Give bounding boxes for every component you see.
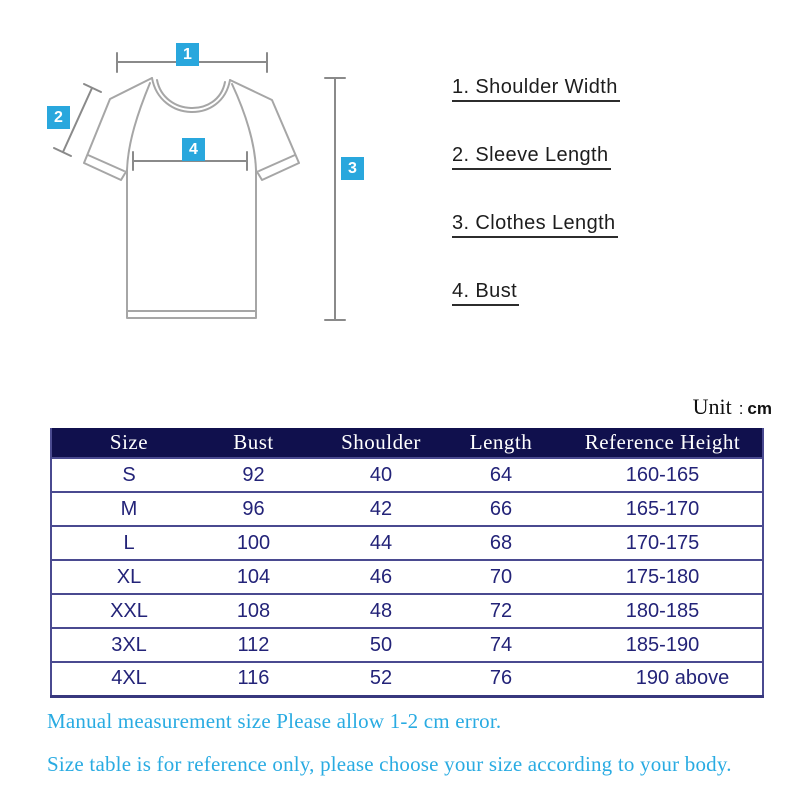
measure-chip-length: 3 <box>341 157 364 180</box>
column-header-shoulder: Shoulder <box>301 428 461 458</box>
cell-bust: 116 <box>206 662 301 696</box>
unit-value: cm <box>747 399 772 418</box>
cell-size: S <box>51 458 206 492</box>
table-header-row <box>51 428 763 458</box>
cell-shoulder: 46 <box>301 560 461 594</box>
cell-size: M <box>51 492 206 526</box>
cell-shoulder: 52 <box>301 662 461 696</box>
column-header-length: Length <box>461 428 541 458</box>
tshirt-outline <box>84 78 299 318</box>
cell-reference-height: 170-175 <box>541 526 763 560</box>
column-header-reference-height: Reference Height <box>541 428 763 458</box>
cell-reference-height: 175-180 <box>541 560 763 594</box>
size-table-section <box>50 428 764 698</box>
cell-length: 74 <box>461 628 541 662</box>
unit-label <box>693 394 772 420</box>
cell-shoulder: 40 <box>301 458 461 492</box>
column-header-size: Size <box>51 428 206 458</box>
unit-word: Unit <box>692 394 732 419</box>
cell-reference-height: 185-190 <box>541 628 763 662</box>
cell-size: 3XL <box>51 628 206 662</box>
cell-bust: 108 <box>206 594 301 628</box>
cell-bust: 112 <box>206 628 301 662</box>
cell-size: XL <box>51 560 206 594</box>
table-row-xxl <box>51 594 763 628</box>
cell-size: 4XL <box>51 662 206 696</box>
cell-length: 66 <box>461 492 541 526</box>
cell-bust: 96 <box>206 492 301 526</box>
table-row-4xl <box>51 662 763 696</box>
cell-bust: 104 <box>206 560 301 594</box>
cell-length: 72 <box>461 594 541 628</box>
cell-size: XXL <box>51 594 206 628</box>
cell-length: 68 <box>461 526 541 560</box>
cell-shoulder: 44 <box>301 526 461 560</box>
table-row-xl <box>51 560 763 594</box>
note-reference-only: Size table is for reference only, please choose your size according to your body. <box>47 752 732 776</box>
measurement-lines <box>54 53 345 320</box>
cell-shoulder: 48 <box>301 594 461 628</box>
cell-length: 76 <box>461 662 541 696</box>
cell-reference-height: 180-185 <box>541 594 763 628</box>
cell-bust: 92 <box>206 458 301 492</box>
measure-chip-bust: 4 <box>182 138 205 161</box>
table-row-m <box>51 492 763 526</box>
cell-length: 70 <box>461 560 541 594</box>
unit-separator: : <box>738 399 744 418</box>
size-chart-table <box>50 428 764 698</box>
cell-reference-height: 160-165 <box>541 458 763 492</box>
legend-sleeve-length: 2. Sleeve Length <box>452 144 611 170</box>
cell-shoulder: 42 <box>301 492 461 526</box>
cell-size: L <box>51 526 206 560</box>
column-header-bust: Bust <box>206 428 301 458</box>
measure-chip-shoulder: 1 <box>176 43 199 66</box>
cell-shoulder: 50 <box>301 628 461 662</box>
legend-clothes-length: 3. Clothes Length <box>452 212 618 238</box>
table-row-l <box>51 526 763 560</box>
measure-chip-sleeve: 2 <box>47 106 70 129</box>
cell-reference-height: 190 above <box>541 662 763 696</box>
legend-bust: 4. Bust <box>452 280 519 306</box>
cell-length: 64 <box>461 458 541 492</box>
table-row-3xl <box>51 628 763 662</box>
note-measurement-error: Manual measurement size Please allow 1-2 cm error. <box>47 709 502 733</box>
table-row-s <box>51 458 763 492</box>
cell-bust: 100 <box>206 526 301 560</box>
legend-shoulder-width: 1. Shoulder Width <box>452 76 620 102</box>
cell-reference-height: 165-170 <box>541 492 763 526</box>
